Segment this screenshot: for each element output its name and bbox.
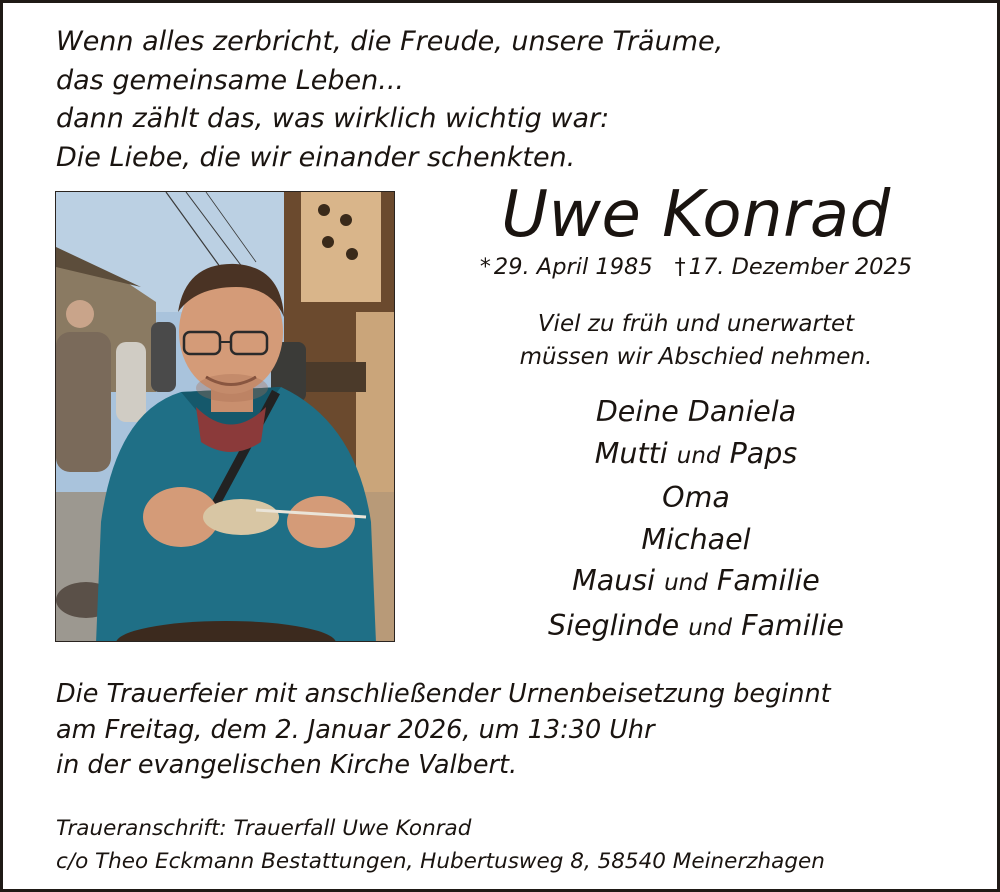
ceremony-notice — [56, 677, 856, 784]
ceremony-line: am Freitag, dem 2. Januar 2026, um 13:30 Uhr — [56, 714, 655, 745]
birth-symbol: * — [479, 255, 491, 280]
life-dates — [463, 254, 929, 280]
mourners-list — [463, 391, 929, 650]
birth-date: 29. April 1985 — [493, 254, 653, 280]
poem-line: dann zählt das, was wirklich wichtig war: — [56, 103, 610, 134]
address-line: c/o Theo Eckmann Bestattungen, Hubertusweg 8, 58540 Meinerzhagen — [56, 849, 825, 874]
mourning-address — [56, 812, 876, 878]
ceremony-line: Die Trauerfeier mit anschließender Urnenbeisetzung beginnt — [56, 679, 831, 709]
ceremony-line: in der evangelischen Kirche Valbert. — [56, 750, 518, 780]
deceased-name: Uwe Konrad — [501, 178, 891, 252]
mourner-line: Sieglinde und Familie — [548, 608, 844, 642]
death-date: 17. Dezember 2025 — [688, 254, 913, 280]
address-line: Traueranschrift: Trauerfall Uwe Konrad — [56, 816, 472, 841]
mourner-line: Oma — [662, 481, 730, 515]
mourner-line: Michael — [641, 522, 751, 556]
mourner-line: Mutti und Paps — [594, 436, 798, 470]
portrait-photo — [55, 191, 395, 642]
farewell-line: müssen wir Abschied nehmen. — [519, 344, 873, 370]
mourner-line: Mausi und Familie — [572, 564, 820, 598]
poem-line: das gemeinsame Leben... — [56, 64, 404, 96]
farewell-text — [463, 308, 929, 374]
farewell-line: Viel zu früh und unerwartet — [537, 311, 855, 337]
death-cross-icon: † — [674, 255, 686, 280]
poem — [56, 23, 724, 177]
poem-line: Die Liebe, die wir einander schenkten. — [56, 141, 576, 173]
poem-line: Wenn alles zerbricht, die Freude, unsere Träume, — [56, 26, 724, 57]
mourner-line: Deine Daniela — [595, 395, 797, 428]
